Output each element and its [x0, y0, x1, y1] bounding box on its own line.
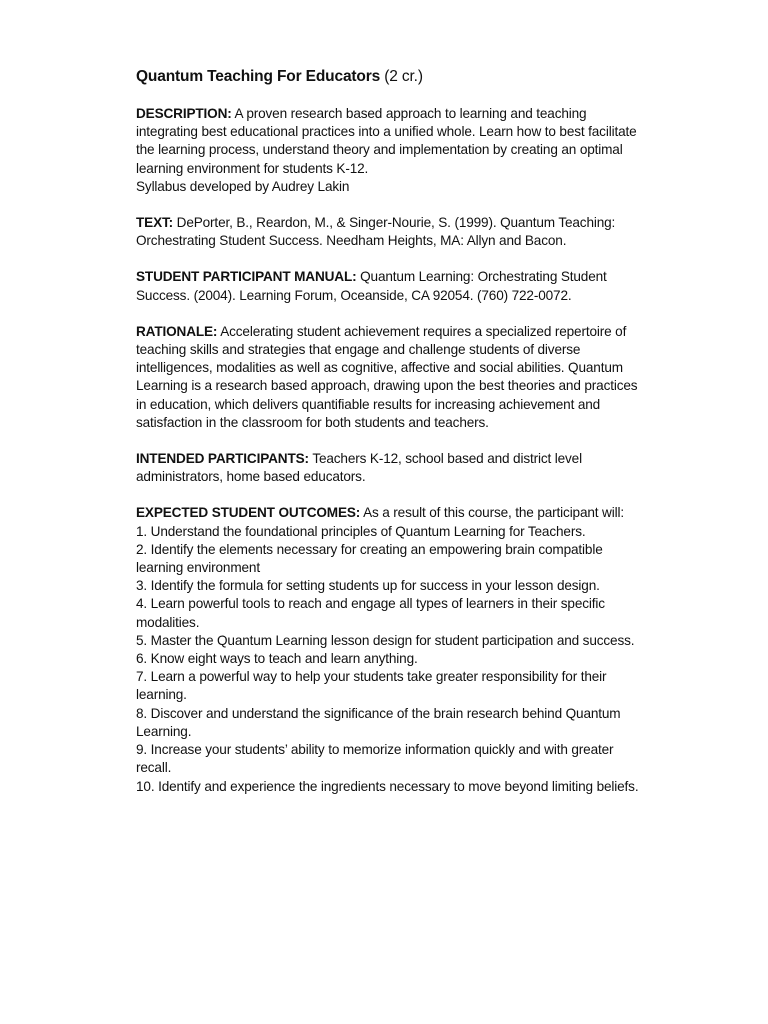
document-title: [136, 67, 640, 87]
outcomes-section: [136, 504, 640, 795]
manual-paragraph: [136, 268, 640, 304]
outcome-item: 8. Discover and understand the significance of the brain research behind Quantum Learning.: [136, 705, 621, 739]
outcome-item: 5. Master the Quantum Learning lesson design for student participation and success.: [136, 632, 635, 648]
course-title: Quantum Teaching For Educators: [136, 68, 381, 85]
course-credits: (2 cr.): [384, 68, 423, 85]
participants-label: INTENDED PARTICIPANTS:: [136, 451, 309, 467]
description-label: DESCRIPTION:: [136, 106, 232, 121]
outcome-item: 2. Identify the elements necessary for creating an empowering brain compatible learning environment: [136, 541, 603, 576]
manual-text: Quantum Learning: Orchestrating Student Success. (2004). Learning Forum, Oceanside, CA 92054. (760) 722-0072.: [136, 269, 607, 303]
description-text: A proven research based approach to learning and teaching integrating best educational practices into a unified whole. Learn how to best facilitate the learning process, understand theory and implementation by creating an optimal learning environment for students K-12.: [136, 106, 637, 176]
outcome-item: 9. Increase your students’ ability to memorize information quickly and with greater recall.: [136, 742, 614, 776]
text-citation: DePorter, B., Reardon, M., & Singer-Nourie, S. (1999). Quantum Teaching: Orchestrating Student Success. Needham Heights, MA: Allyn and Bacon.: [136, 215, 616, 249]
manual-label: STUDENT PARTICIPANT MANUAL:: [136, 269, 357, 285]
outcome-item: 6. Know eight ways to teach and learn anything.: [136, 651, 418, 667]
description-section: [136, 105, 640, 196]
outcome-item: 1. Understand the foundational principles of Quantum Learning for Teachers.: [136, 523, 586, 539]
syllabus-note: Syllabus developed by Audrey Lakin: [136, 178, 350, 194]
text-paragraph: [136, 214, 640, 250]
description-paragraph: [136, 105, 640, 178]
rationale-label: RATIONALE:: [136, 323, 218, 339]
outcome-item: 10. Identify and experience the ingredients necessary to move beyond limiting beliefs.: [136, 778, 639, 794]
participants-section: [136, 450, 640, 486]
outcome-item: 3. Identify the formula for setting students up for success in your lesson design.: [136, 578, 600, 594]
participants-text: Teachers K-12, school based and district level administrators, home based educators.: [136, 451, 582, 485]
outcomes-label: EXPECTED STUDENT OUTCOMES:: [136, 505, 361, 521]
participants-paragraph: [136, 450, 640, 486]
text-label: TEXT:: [136, 215, 174, 231]
text-section: [136, 214, 640, 250]
syllabus-page: [136, 67, 640, 814]
outcome-item: 7. Learn a powerful way to help your students take greater responsibility for their learning.: [136, 669, 607, 703]
rationale-section: [136, 323, 640, 432]
outcomes-intro: As a result of this course, the participant will:: [363, 505, 624, 521]
outcomes-intro-paragraph: [136, 504, 640, 522]
manual-section: [136, 268, 640, 304]
rationale-paragraph: [136, 323, 640, 432]
rationale-text: Accelerating student achievement requires a specialized repertoire of teaching skills and strategies that engage and challenge students of diverse intelligences, modalities as well as cognitive, affective and social abilities. Quantum Learning is a research based approach, drawing upon the best theories and practices in education, which delivers quantifiable results for increasing achievement and satisfaction in the classroom for both students and teachers.: [136, 323, 638, 430]
outcome-item: 4. Learn powerful tools to reach and engage all types of learners in their specific modalities.: [136, 596, 605, 630]
